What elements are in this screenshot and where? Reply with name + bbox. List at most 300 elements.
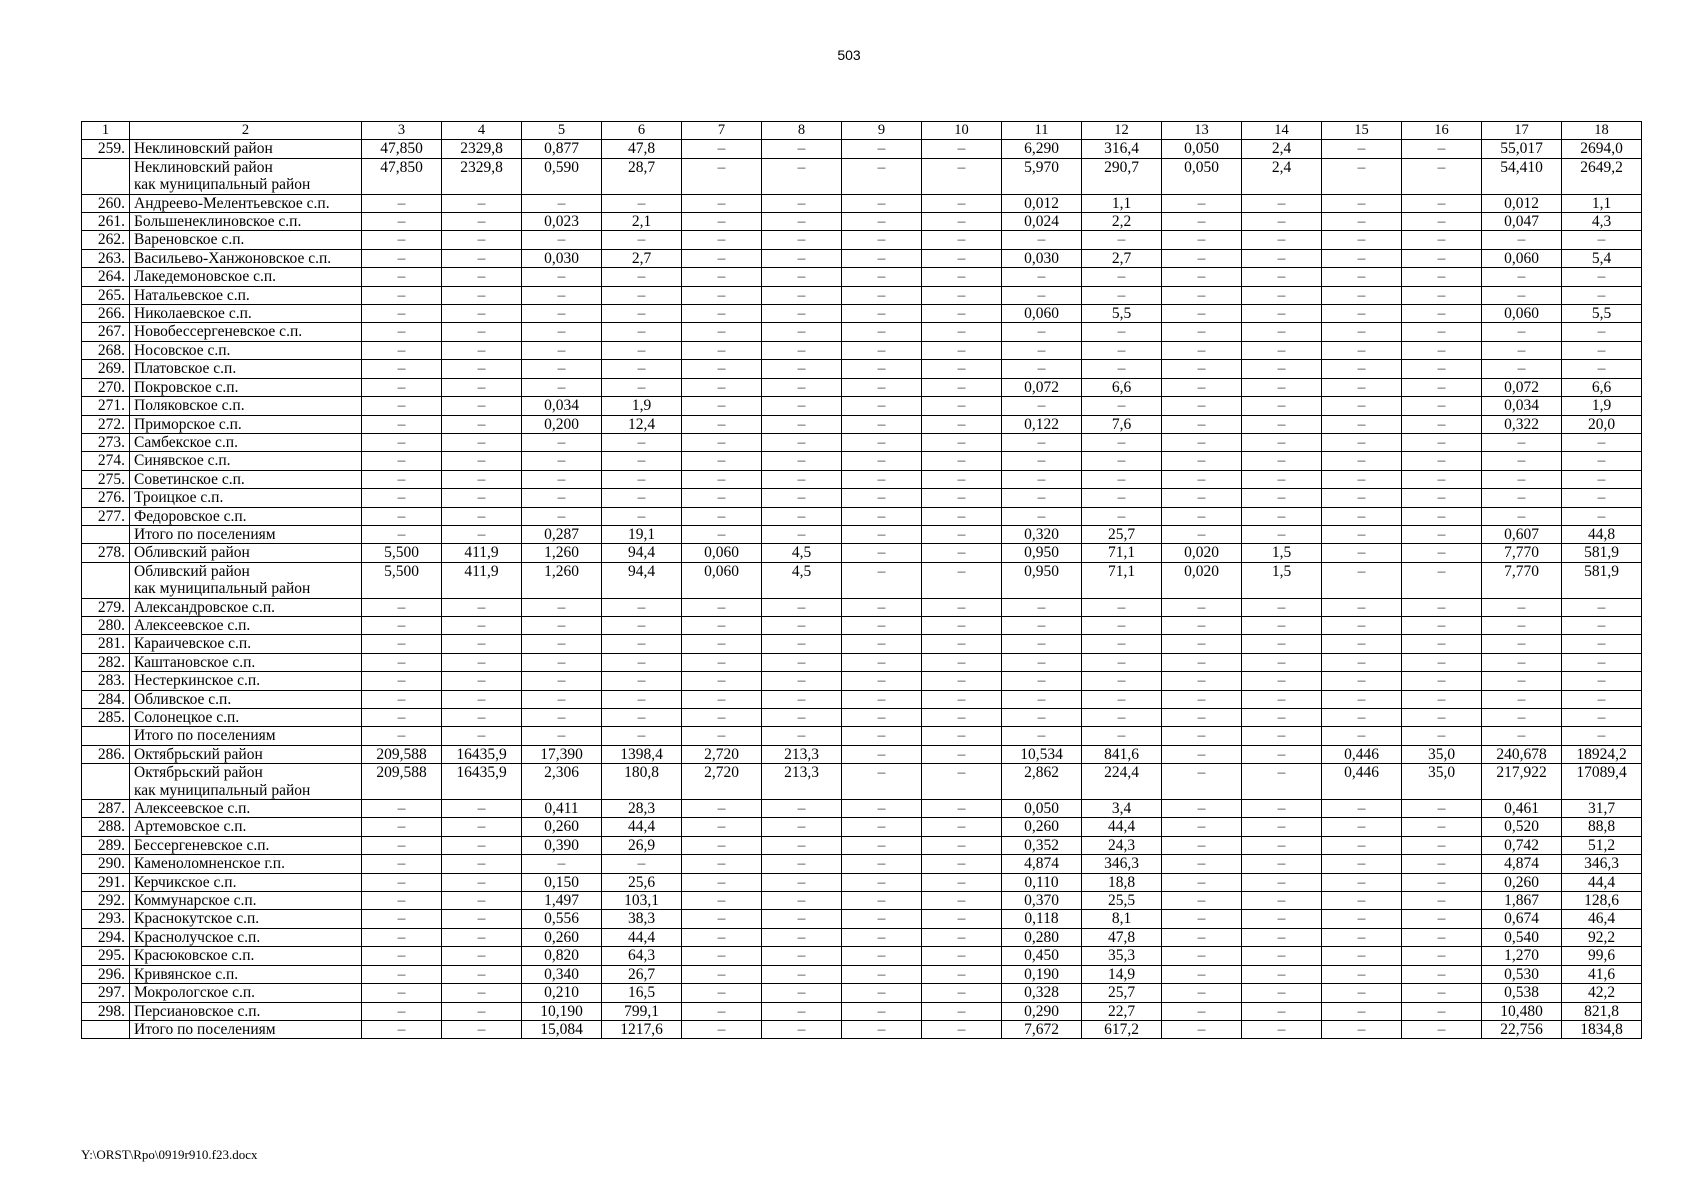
value-cell: – bbox=[1482, 433, 1562, 451]
value-cell: 0,590 bbox=[522, 158, 602, 194]
value-cell: – bbox=[1242, 378, 1322, 396]
data-table bbox=[81, 121, 1642, 1039]
value-cell: – bbox=[682, 1020, 762, 1038]
value-cell: – bbox=[1322, 213, 1402, 231]
value-cell: 2,720 bbox=[682, 764, 762, 800]
value-cell: – bbox=[762, 1020, 842, 1038]
value-cell: – bbox=[442, 1020, 522, 1038]
row-number: 266. bbox=[82, 305, 130, 323]
value-cell: – bbox=[1562, 616, 1642, 634]
settlement-name: Большенеклиновское с.п. bbox=[130, 213, 362, 231]
value-cell: – bbox=[842, 745, 922, 763]
value-cell: 46,4 bbox=[1562, 910, 1642, 928]
value-cell: – bbox=[522, 672, 602, 690]
value-cell: – bbox=[362, 910, 442, 928]
settlement-name: Обливский район bbox=[130, 544, 362, 562]
settlement-name: Лакедемоновское с.п. bbox=[130, 268, 362, 286]
value-cell: – bbox=[922, 544, 1002, 562]
value-cell: – bbox=[762, 378, 842, 396]
value-cell: – bbox=[922, 360, 1002, 378]
value-cell: 240,678 bbox=[1482, 745, 1562, 763]
value-cell: – bbox=[442, 415, 522, 433]
value-cell: 0,110 bbox=[1002, 873, 1082, 891]
value-cell: – bbox=[682, 818, 762, 836]
value-cell: – bbox=[682, 635, 762, 653]
value-cell: – bbox=[1002, 489, 1082, 507]
value-cell: – bbox=[1322, 231, 1402, 249]
table-row bbox=[82, 709, 1642, 727]
value-cell: – bbox=[1082, 433, 1162, 451]
value-cell: 1,5 bbox=[1242, 544, 1322, 562]
value-cell: – bbox=[842, 231, 922, 249]
value-cell: – bbox=[922, 855, 1002, 873]
value-cell: – bbox=[682, 231, 762, 249]
table-row bbox=[82, 690, 1642, 708]
value-cell: – bbox=[1322, 489, 1402, 507]
value-cell: – bbox=[842, 360, 922, 378]
value-cell: – bbox=[762, 855, 842, 873]
value-cell: – bbox=[1402, 268, 1482, 286]
value-cell: 1217,6 bbox=[602, 1020, 682, 1038]
value-cell: – bbox=[1322, 378, 1402, 396]
value-cell: – bbox=[362, 213, 442, 231]
value-cell: – bbox=[1402, 378, 1482, 396]
settlement-name: Бессергеневское с.п. bbox=[130, 836, 362, 854]
value-cell: – bbox=[842, 452, 922, 470]
column-header: 9 bbox=[842, 122, 922, 140]
value-cell: – bbox=[842, 194, 922, 212]
value-cell: – bbox=[442, 305, 522, 323]
value-cell: – bbox=[442, 965, 522, 983]
value-cell: 0,150 bbox=[522, 873, 602, 891]
value-cell: – bbox=[362, 1020, 442, 1038]
table-row bbox=[82, 818, 1642, 836]
table-row bbox=[82, 415, 1642, 433]
value-cell: – bbox=[1242, 1020, 1322, 1038]
value-cell: 1,1 bbox=[1562, 194, 1642, 212]
value-cell: – bbox=[1402, 341, 1482, 359]
value-cell: – bbox=[1162, 855, 1242, 873]
value-cell: – bbox=[922, 800, 1002, 818]
value-cell: – bbox=[1322, 158, 1402, 194]
value-cell: – bbox=[442, 635, 522, 653]
table-row bbox=[82, 378, 1642, 396]
settlement-name: Октябрьский район как муниципальный район bbox=[130, 764, 362, 800]
row-number: 288. bbox=[82, 818, 130, 836]
value-cell: – bbox=[1402, 1002, 1482, 1020]
row-number: 274. bbox=[82, 452, 130, 470]
column-header: 6 bbox=[602, 122, 682, 140]
value-cell: – bbox=[762, 397, 842, 415]
value-cell: – bbox=[1322, 249, 1402, 267]
value-cell: – bbox=[362, 489, 442, 507]
value-cell: – bbox=[602, 305, 682, 323]
row-number: 276. bbox=[82, 489, 130, 507]
value-cell: – bbox=[1162, 194, 1242, 212]
value-cell: – bbox=[1322, 452, 1402, 470]
value-cell: – bbox=[1162, 910, 1242, 928]
value-cell: – bbox=[1322, 598, 1402, 616]
value-cell: 2,7 bbox=[602, 249, 682, 267]
value-cell: – bbox=[1162, 764, 1242, 800]
value-cell: 217,922 bbox=[1482, 764, 1562, 800]
value-cell: 2,306 bbox=[522, 764, 602, 800]
value-cell: 94,4 bbox=[602, 544, 682, 562]
value-cell: – bbox=[1082, 709, 1162, 727]
value-cell: – bbox=[602, 194, 682, 212]
value-cell: – bbox=[1322, 800, 1402, 818]
value-cell: – bbox=[442, 928, 522, 946]
value-cell: – bbox=[682, 525, 762, 543]
value-cell: – bbox=[1322, 433, 1402, 451]
value-cell: – bbox=[762, 452, 842, 470]
value-cell: 19,1 bbox=[602, 525, 682, 543]
value-cell: 0,390 bbox=[522, 836, 602, 854]
value-cell: 25,5 bbox=[1082, 892, 1162, 910]
value-cell: – bbox=[442, 323, 522, 341]
value-cell: – bbox=[762, 672, 842, 690]
value-cell: – bbox=[762, 194, 842, 212]
value-cell: – bbox=[1162, 616, 1242, 634]
value-cell: – bbox=[762, 470, 842, 488]
value-cell: 25,7 bbox=[1082, 984, 1162, 1002]
value-cell: – bbox=[1162, 1002, 1242, 1020]
settlement-name: Натальевское с.п. bbox=[130, 286, 362, 304]
value-cell: – bbox=[762, 727, 842, 745]
header-row bbox=[82, 122, 1642, 140]
column-header: 17 bbox=[1482, 122, 1562, 140]
value-cell: – bbox=[442, 470, 522, 488]
value-cell: – bbox=[1402, 836, 1482, 854]
value-cell: – bbox=[442, 341, 522, 359]
value-cell: – bbox=[442, 249, 522, 267]
value-cell: – bbox=[762, 873, 842, 891]
value-cell: – bbox=[1242, 194, 1322, 212]
value-cell: – bbox=[1322, 947, 1402, 965]
value-cell: – bbox=[1242, 727, 1322, 745]
row-number: 281. bbox=[82, 635, 130, 653]
value-cell: 0,280 bbox=[1002, 928, 1082, 946]
value-cell: 92,2 bbox=[1562, 928, 1642, 946]
value-cell: – bbox=[842, 140, 922, 158]
value-cell: – bbox=[442, 727, 522, 745]
value-cell: 1834,8 bbox=[1562, 1020, 1642, 1038]
value-cell: 581,9 bbox=[1562, 544, 1642, 562]
value-cell: – bbox=[522, 323, 602, 341]
value-cell: – bbox=[362, 452, 442, 470]
value-cell: – bbox=[842, 635, 922, 653]
settlement-name: Неклиновский район как муниципальный район bbox=[130, 158, 362, 194]
value-cell: – bbox=[1402, 690, 1482, 708]
value-cell: – bbox=[362, 598, 442, 616]
value-cell: – bbox=[1242, 873, 1322, 891]
value-cell: – bbox=[842, 910, 922, 928]
value-cell: 0,352 bbox=[1002, 836, 1082, 854]
value-cell: 0,446 bbox=[1322, 745, 1402, 763]
value-cell: – bbox=[1242, 672, 1322, 690]
value-cell: – bbox=[1162, 323, 1242, 341]
value-cell: – bbox=[602, 727, 682, 745]
value-cell: – bbox=[922, 323, 1002, 341]
row-number: 279. bbox=[82, 598, 130, 616]
value-cell: – bbox=[922, 745, 1002, 763]
value-cell: – bbox=[682, 709, 762, 727]
value-cell: 47,8 bbox=[602, 140, 682, 158]
value-cell: – bbox=[1242, 231, 1322, 249]
value-cell: – bbox=[602, 378, 682, 396]
value-cell: – bbox=[842, 965, 922, 983]
value-cell: 0,950 bbox=[1002, 562, 1082, 598]
value-cell: – bbox=[1242, 709, 1322, 727]
value-cell: – bbox=[842, 873, 922, 891]
value-cell: 0,050 bbox=[1002, 800, 1082, 818]
value-cell: – bbox=[762, 690, 842, 708]
value-cell: – bbox=[602, 268, 682, 286]
value-cell: – bbox=[1402, 727, 1482, 745]
value-cell: – bbox=[762, 305, 842, 323]
value-cell: – bbox=[1082, 268, 1162, 286]
value-cell: 0,072 bbox=[1482, 378, 1562, 396]
value-cell: – bbox=[1242, 745, 1322, 763]
value-cell: – bbox=[602, 286, 682, 304]
value-cell: – bbox=[602, 470, 682, 488]
value-cell: – bbox=[1322, 873, 1402, 891]
row-number: 285. bbox=[82, 709, 130, 727]
value-cell: – bbox=[1482, 341, 1562, 359]
value-cell: – bbox=[442, 194, 522, 212]
settlement-name: Караичевское с.п. bbox=[130, 635, 362, 653]
value-cell: – bbox=[362, 672, 442, 690]
value-cell: – bbox=[1322, 818, 1402, 836]
value-cell: 4,5 bbox=[762, 562, 842, 598]
row-number: 273. bbox=[82, 433, 130, 451]
value-cell: – bbox=[1002, 433, 1082, 451]
value-cell: – bbox=[1402, 286, 1482, 304]
value-cell: 617,2 bbox=[1082, 1020, 1162, 1038]
table-row bbox=[82, 616, 1642, 634]
value-cell: – bbox=[1002, 341, 1082, 359]
value-cell: 47,8 bbox=[1082, 928, 1162, 946]
value-cell: – bbox=[1162, 635, 1242, 653]
value-cell: – bbox=[362, 433, 442, 451]
table-row bbox=[82, 213, 1642, 231]
value-cell: – bbox=[1322, 1020, 1402, 1038]
value-cell: – bbox=[922, 507, 1002, 525]
value-cell: – bbox=[682, 286, 762, 304]
value-cell: – bbox=[1402, 525, 1482, 543]
value-cell: – bbox=[922, 598, 1002, 616]
settlement-name: Андреево-Мелентьевское с.п. bbox=[130, 194, 362, 212]
value-cell: – bbox=[1322, 140, 1402, 158]
value-cell: – bbox=[1082, 341, 1162, 359]
value-cell: 4,874 bbox=[1002, 855, 1082, 873]
row-number bbox=[82, 158, 130, 194]
value-cell: – bbox=[442, 690, 522, 708]
value-cell: – bbox=[1242, 635, 1322, 653]
value-cell: – bbox=[1322, 415, 1402, 433]
value-cell: – bbox=[1242, 323, 1322, 341]
value-cell: – bbox=[922, 249, 1002, 267]
value-cell: – bbox=[442, 947, 522, 965]
table-row bbox=[82, 836, 1642, 854]
value-cell: 0,556 bbox=[522, 910, 602, 928]
value-cell: – bbox=[682, 855, 762, 873]
value-cell: – bbox=[1242, 470, 1322, 488]
value-cell: – bbox=[1402, 194, 1482, 212]
settlement-name: Кривянское с.п. bbox=[130, 965, 362, 983]
value-cell: – bbox=[762, 268, 842, 286]
value-cell: – bbox=[362, 231, 442, 249]
value-cell: 316,4 bbox=[1082, 140, 1162, 158]
value-cell: – bbox=[1322, 892, 1402, 910]
value-cell: – bbox=[1162, 433, 1242, 451]
value-cell: – bbox=[1082, 470, 1162, 488]
value-cell: 94,4 bbox=[602, 562, 682, 598]
value-cell: – bbox=[762, 249, 842, 267]
value-cell: – bbox=[682, 928, 762, 946]
value-cell: – bbox=[1162, 727, 1242, 745]
value-cell: – bbox=[922, 910, 1002, 928]
value-cell: 411,9 bbox=[442, 544, 522, 562]
value-cell: 44,4 bbox=[602, 818, 682, 836]
settlement-name: Итого по поселениям bbox=[130, 1020, 362, 1038]
value-cell: 213,3 bbox=[762, 745, 842, 763]
value-cell: – bbox=[1162, 1020, 1242, 1038]
value-cell: – bbox=[1562, 635, 1642, 653]
value-cell: – bbox=[842, 305, 922, 323]
settlement-name: Федоровское с.п. bbox=[130, 507, 362, 525]
table-row bbox=[82, 800, 1642, 818]
value-cell: – bbox=[1482, 470, 1562, 488]
value-cell: – bbox=[762, 286, 842, 304]
value-cell: – bbox=[842, 616, 922, 634]
value-cell: 213,3 bbox=[762, 764, 842, 800]
value-cell: – bbox=[682, 690, 762, 708]
value-cell: – bbox=[762, 598, 842, 616]
table-row bbox=[82, 855, 1642, 873]
row-number: 287. bbox=[82, 800, 130, 818]
value-cell: – bbox=[522, 709, 602, 727]
value-cell: – bbox=[442, 507, 522, 525]
value-cell: – bbox=[1322, 855, 1402, 873]
value-cell: – bbox=[1162, 836, 1242, 854]
value-cell: 1,867 bbox=[1482, 892, 1562, 910]
value-cell: – bbox=[1082, 452, 1162, 470]
column-header: 12 bbox=[1082, 122, 1162, 140]
value-cell: 24,3 bbox=[1082, 836, 1162, 854]
table-row bbox=[82, 470, 1642, 488]
value-cell: – bbox=[362, 818, 442, 836]
value-cell: – bbox=[1002, 653, 1082, 671]
value-cell: – bbox=[762, 653, 842, 671]
table-row bbox=[82, 489, 1642, 507]
row-number: 275. bbox=[82, 470, 130, 488]
value-cell: – bbox=[1242, 892, 1322, 910]
value-cell: – bbox=[1562, 433, 1642, 451]
value-cell: 1,270 bbox=[1482, 947, 1562, 965]
value-cell: – bbox=[842, 415, 922, 433]
value-cell: – bbox=[362, 800, 442, 818]
value-cell: – bbox=[682, 910, 762, 928]
value-cell: 0,450 bbox=[1002, 947, 1082, 965]
row-number: 277. bbox=[82, 507, 130, 525]
value-cell: – bbox=[1562, 341, 1642, 359]
value-cell: – bbox=[1082, 323, 1162, 341]
value-cell: – bbox=[762, 984, 842, 1002]
table-row bbox=[82, 360, 1642, 378]
value-cell: – bbox=[842, 672, 922, 690]
value-cell: – bbox=[1242, 1002, 1322, 1020]
row-number bbox=[82, 562, 130, 598]
value-cell: 5,500 bbox=[362, 544, 442, 562]
value-cell: – bbox=[922, 470, 1002, 488]
value-cell: – bbox=[842, 892, 922, 910]
value-cell: – bbox=[922, 984, 1002, 1002]
value-cell: – bbox=[1402, 928, 1482, 946]
table-row bbox=[82, 984, 1642, 1002]
value-cell: – bbox=[1242, 653, 1322, 671]
value-cell: – bbox=[842, 818, 922, 836]
value-cell: 1,1 bbox=[1082, 194, 1162, 212]
value-cell: – bbox=[842, 544, 922, 562]
value-cell: – bbox=[1482, 709, 1562, 727]
value-cell: – bbox=[1482, 452, 1562, 470]
value-cell: – bbox=[1402, 892, 1482, 910]
value-cell: – bbox=[842, 249, 922, 267]
value-cell: – bbox=[922, 397, 1002, 415]
column-header: 7 bbox=[682, 122, 762, 140]
value-cell: 0,674 bbox=[1482, 910, 1562, 928]
value-cell: – bbox=[682, 947, 762, 965]
value-cell: 0,742 bbox=[1482, 836, 1562, 854]
column-header: 8 bbox=[762, 122, 842, 140]
value-cell: 0,950 bbox=[1002, 544, 1082, 562]
value-cell: 6,290 bbox=[1002, 140, 1082, 158]
row-number: 297. bbox=[82, 984, 130, 1002]
value-cell: – bbox=[362, 341, 442, 359]
value-cell: – bbox=[922, 947, 1002, 965]
value-cell: – bbox=[762, 158, 842, 194]
value-cell: – bbox=[1402, 507, 1482, 525]
value-cell: – bbox=[922, 341, 1002, 359]
value-cell: – bbox=[922, 305, 1002, 323]
value-cell: 0,328 bbox=[1002, 984, 1082, 1002]
value-cell: 4,3 bbox=[1562, 213, 1642, 231]
value-cell: – bbox=[842, 1020, 922, 1038]
value-cell: 44,4 bbox=[602, 928, 682, 946]
row-number: 267. bbox=[82, 323, 130, 341]
value-cell: – bbox=[1322, 727, 1402, 745]
row-number: 282. bbox=[82, 653, 130, 671]
settlement-name: Обливское с.п. bbox=[130, 690, 362, 708]
value-cell: 0,411 bbox=[522, 800, 602, 818]
value-cell: – bbox=[442, 855, 522, 873]
value-cell: – bbox=[1322, 965, 1402, 983]
value-cell: – bbox=[922, 1002, 1002, 1020]
value-cell: 22,756 bbox=[1482, 1020, 1562, 1038]
value-cell: – bbox=[362, 470, 442, 488]
value-cell: – bbox=[602, 231, 682, 249]
value-cell: 0,320 bbox=[1002, 525, 1082, 543]
value-cell: 1398,4 bbox=[602, 745, 682, 763]
value-cell: 0,060 bbox=[682, 562, 762, 598]
value-cell: – bbox=[1402, 140, 1482, 158]
row-number bbox=[82, 727, 130, 745]
table-row bbox=[82, 341, 1642, 359]
value-cell: – bbox=[922, 892, 1002, 910]
value-cell: – bbox=[522, 635, 602, 653]
value-cell: – bbox=[522, 305, 602, 323]
